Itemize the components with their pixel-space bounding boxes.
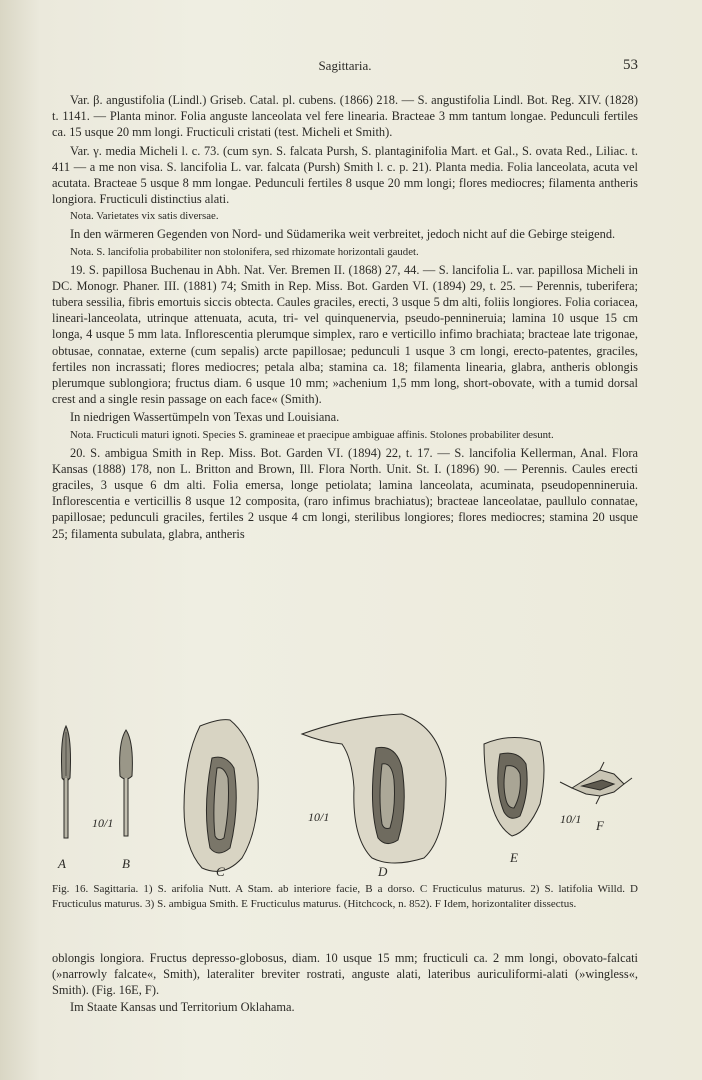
paragraph-distribution-2: In niedrigen Wassertümpeln von Texas und Louisiana. <box>70 410 340 425</box>
note-varietates: Nota. Varietates vix satis diversae. <box>70 210 219 223</box>
fruiticle-e-drawing <box>484 737 544 836</box>
fig-label-d: D <box>378 864 388 879</box>
fruiticle-d-drawing <box>302 714 446 863</box>
fig-label-b: B <box>122 856 130 871</box>
stamen-back-drawing <box>120 730 133 836</box>
stamen-front-drawing <box>62 726 71 838</box>
magnification-e-f: 10/1 <box>560 812 582 826</box>
figure-caption <box>52 882 638 911</box>
figure-16 <box>52 708 638 878</box>
paragraph-species-20: 20. S. ambigua Smith in Rep. Miss. Bot. Garden VI. (1894) 22, t. 17. — S. lancifolia Kellerman, Anal. Flora Kansas (1888) 178, non L. Britton and Brown, Ill. Flora North. Unit. St. I. (1896) 90. — Perennis. Caules erecti graciles, 3 usque 6 dm alti. Folia emersa, longe petiolata; lamina lanceolata, acuminata, pseudopennineruia. Inflorescentia e verticillis 8 usque 12 composita, (raro infimus brachiatus); bracteae lanceolatae, paullulo connatae, papillosae; pedunculi graciles, fertiles 2 usque 4 cm longi, sterilibus longiores; flores mediocres; stamina 20 usque 25; filamenta subulata, glabra, antheris <box>52 445 638 541</box>
paragraph-var-media: Var. γ. media Micheli l. c. 73. (cum syn. S. falcata Pursh, S. plantaginifolia Mart. et Gal., S. ovata Red., Liliac. t. 411 — a me non visa. S. lancifolia L. var. falcata (Pursh) Smith l. c. p. 21). Planta media. Folia lanceolata, acuta vel acutata. Bracteae 5 usque 8 mm longae. Pedunculi fertiles 8 usque 20 mm longi; flores mediocres; filamenta antheris longiora. Fructiculi distinctius alati. <box>52 143 638 207</box>
botanical-illustration <box>52 708 638 878</box>
paragraph-distribution-3: Im Staate Kansas und Territorium Oklahama. <box>70 999 295 1014</box>
fig-label-f: F <box>596 818 604 833</box>
note-fructiculi: Nota. Fructiculi maturi ignoti. Species S. gramineae et praecipue ambiguae affinis. Stolones probabiliter desunt. <box>70 428 554 441</box>
paragraph-continuation: oblongis longiora. Fructus depresso-globosus, diam. 10 usque 15 mm; fructiculi ca. 2 mm longi, obovato-falcati (»narrowly falcate«, Smith), lateraliter breviter rostrati, anguste alati, lateribus auriculiformi-alati (»wingless«, Smith). (Fig. 16E, F). <box>52 951 638 998</box>
note-lancifolia: Nota. S. lancifolia probabiliter non stolonifera, sed rhizomate horizontali gaudet. <box>70 245 419 258</box>
paragraph-var-angustifolia: Var. β. angustifolia (Lindl.) Griseb. Catal. pl. cubens. (1866) 218. — S. angustifolia Lindl. Bot. Reg. XIV. (1828) t. 1141. — Planta minor. Folia anguste lanceolata vel fere linearia. Bracteae 3 mm tantum longae. Pedunculi fertiles ca. 15 usque 20 mm longi. Fructiculi cristati (test. Micheli et Smith). <box>52 93 638 140</box>
paragraph-distribution-1: In den wärmeren Gegenden von Nord- und Südamerika weit verbreitet, jedoch nicht auf die Gebirge steigend. <box>70 227 616 242</box>
fig-label-c: C <box>216 864 225 879</box>
page-number: 53 <box>623 57 638 73</box>
fruiticle-c-drawing <box>184 720 258 872</box>
cross-section-f-drawing <box>560 762 632 804</box>
main-text <box>52 92 638 542</box>
continuation-text <box>52 950 638 1015</box>
magnification-d: 10/1 <box>308 810 330 824</box>
fig-label-e: E <box>510 850 518 865</box>
running-title: Sagittaria. <box>318 58 372 73</box>
page-header <box>52 58 638 80</box>
paragraph-species-19: 19. S. papillosa Buchenau in Abh. Nat. Ver. Bremen II. (1868) 27, 44. — S. lancifolia L. var. papillosa Micheli in DC. Monogr. Phaner. III. (1881) 74; Smith in Rep. Miss. Bot. Garden VI. (1894) 29, t. 25. — Perennis, tuberifera; tubera sessilia, fibris emortuis siccis obtecta. Caules graciles, erecti, 3 usque 5 dm alti, foliis longiores. Folia coriacea, lineari-lanceolata, utrinque attenuata, acuta, tri- vel quinquenervia, pseudo-pennineruia; lamina 10 usque 15 cm longa, 4 usque 5 mm lata. Inflorescentia plerumque simplex, raro e verticillo infimo brachiata; bracteae late trigonae, obtusae, connatae, externe (cum sepalis) arcte papillosae; pedunculi 1 usque 3 cm longi, erecto-patentes, graciles, fertiles non incrassati; flores mediocres; petala alba; stamina ca. 18; filamenta linearia, glabra, antheris oblongis plerumque sublongiora; fructus diam. 6 usque 10 mm; »achenium 1,5 mm long, short-obovate, with a tumid dorsal crest and a single resin passage on each face« (Smith). <box>52 262 638 407</box>
fig-label-a: A <box>58 856 66 871</box>
caption-text: Fig. 16. Sagittaria. 1) S. arifolia Nutt. A Stam. ab interiore facie, B a dorso. C Fructiculus maturus. 2) S. latifolia Willd. D Fructiculus maturus. 3) S. ambigua Smith. E Fructiculus maturus. (Hitchcock, n. 852). F Idem, horizontaliter dissectus. <box>52 883 638 910</box>
magnification-a-b: 10/1 <box>92 816 114 830</box>
